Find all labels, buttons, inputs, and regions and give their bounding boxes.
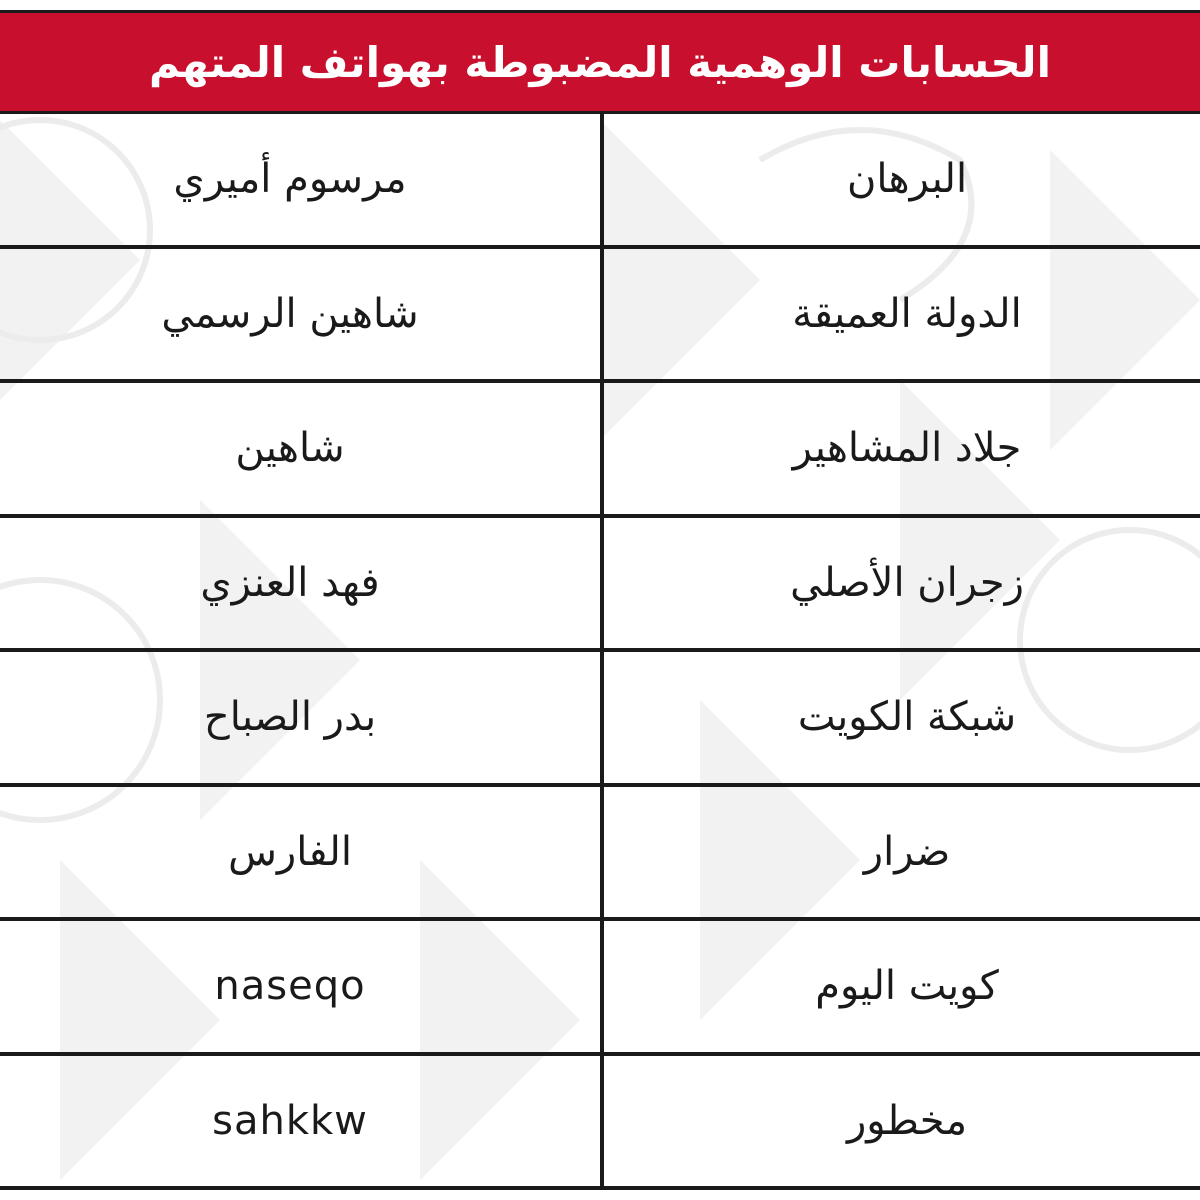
table-cell — [600, 921, 1200, 1052]
table-row — [0, 249, 1200, 384]
cell-text: زجران الأصلي — [790, 559, 1024, 606]
table-cell — [0, 518, 600, 649]
cell-text: شاهين — [235, 425, 345, 472]
table-row — [0, 921, 1200, 1056]
cell-text: فهد العنزي — [200, 559, 380, 606]
cell-text: جلاد المشاهير — [792, 425, 1022, 472]
table-cell — [0, 921, 600, 1052]
cell-text: شبكة الكويت — [797, 694, 1017, 741]
table-cell — [600, 114, 1200, 245]
table-cell — [0, 787, 600, 918]
cell-text: مرسوم أميري — [173, 156, 407, 203]
cell-text: naseqo — [214, 963, 366, 1010]
cell-text: الدولة العميقة — [792, 290, 1022, 337]
cell-text: sahkkw — [212, 1097, 368, 1144]
page-title: الحسابات الوهمية المضبوطة بهواتف المتهم — [149, 37, 1051, 87]
cell-text: مخطور — [846, 1097, 968, 1144]
table-cell — [600, 1056, 1200, 1187]
cell-text: كويت اليوم — [815, 963, 999, 1010]
table-row — [0, 518, 1200, 653]
table-row — [0, 383, 1200, 518]
table-cell — [600, 518, 1200, 649]
table-cell — [0, 383, 600, 514]
accounts-table — [0, 114, 1200, 1190]
table-header — [0, 10, 1200, 114]
table-row — [0, 1056, 1200, 1191]
table-cell — [600, 383, 1200, 514]
table-cell — [0, 1056, 600, 1187]
table-cell — [0, 114, 600, 245]
table-row — [0, 787, 1200, 922]
table-cell — [0, 249, 600, 380]
table-cell — [600, 787, 1200, 918]
top-rule — [0, 0, 1200, 10]
cell-text: الفارس — [228, 828, 352, 875]
cell-text: بدر الصباح — [203, 694, 377, 741]
cell-text: ضرار — [863, 828, 951, 875]
cell-text: البرهان — [846, 156, 968, 203]
table-cell — [0, 652, 600, 783]
table-row — [0, 652, 1200, 787]
cell-text: شاهين الرسمي — [161, 290, 419, 337]
table-cell — [600, 652, 1200, 783]
table-cell — [600, 249, 1200, 380]
table-row — [0, 114, 1200, 249]
